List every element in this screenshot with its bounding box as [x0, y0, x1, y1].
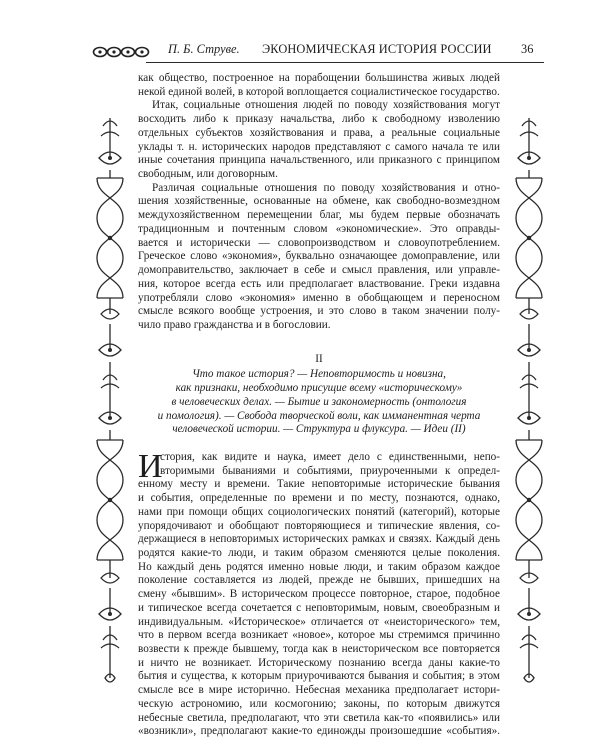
- text-line: ческую астрономию, или космогонию; законы, по которым движутся: [138, 697, 500, 710]
- synopsis-line: Что такое история? — Неповторимость и новизна,: [192, 368, 446, 381]
- text-line: Но каждый день родятся именно новые люди, и таким образом каждое: [138, 560, 500, 573]
- synopsis-line: и помология). — Свобода творческой воли, как имманентная черта: [157, 409, 481, 422]
- section-text: [138, 447, 500, 739]
- text-line: упорядочивают и обобщают повторяющиеся и типические явления, со-: [138, 519, 500, 532]
- text-line: смысле всякого вообще устроения, и это слово в таком значении полу-: [138, 305, 500, 318]
- text-line: смысле все в мире исторично. Небесная механика предполагает истори-: [138, 684, 500, 697]
- left-decorative-border-icon: [93, 118, 127, 708]
- paragraph-3: [138, 182, 500, 333]
- text-line: небесные светила, предполагают, что эти светила как-то «появились» или: [138, 711, 500, 724]
- right-decorative-border-icon: [512, 118, 546, 708]
- text-line: употребляли слово «экономия» именно в обобщающем и переносном: [138, 291, 500, 304]
- text-line: междухозяйственном перемещении благ, мы будем первые обозначать: [138, 209, 500, 222]
- text-line: енному месту и времени. Такие неповторимые исторические бывания: [138, 478, 500, 491]
- section-numeral: II: [315, 352, 323, 365]
- text-body: [138, 72, 500, 739]
- text-line: чило право гражданства и в богословии.: [138, 318, 331, 331]
- text-line: бытия и существа, к которым приурочиваются бывания и события; в этом: [138, 670, 500, 683]
- synopsis-line: в человеческих делах. — Бытие и закономерность (онтология: [171, 395, 467, 408]
- text-line: держащиеся в неповторимых исторических рамках и связях. Каждый день: [138, 533, 500, 546]
- text-line: шения хозяйственные, основанные на обмене, как свободно-возмездном: [138, 195, 500, 208]
- running-head-author: П. Б. Струве.: [168, 42, 240, 56]
- drop-cap: И: [138, 447, 163, 485]
- chain-ornament-icon: [92, 44, 162, 60]
- running-head-title: ЭКОНОМИЧЕСКАЯ ИСТОРИЯ РОССИИ: [262, 42, 492, 56]
- text-line: поколение составляется из людей, прежде не бывших, пришедших на: [138, 574, 500, 587]
- text-line: некой единой волей, в которой воплощается социалистическое государство.: [138, 85, 500, 98]
- synopsis-line: как признаки, необходимо присущие всему «историческому»: [175, 382, 463, 395]
- text-line: уклады т. н. исторических народов представляют с самого начала те или: [138, 140, 500, 153]
- text-line: индивидуальным. «Историческое» отличается от «неисторического» тем,: [138, 615, 500, 628]
- header-rule: [146, 62, 544, 63]
- text-line: вается и исторически — словопроизводством и словоупотреблением.: [138, 236, 500, 249]
- text-line: «возникли», предполагают какие-то единожды произошедшие «события».: [138, 725, 500, 738]
- paragraph-1: [138, 72, 500, 99]
- text-line: Греческое слово «экономия», буквально означающее домоправление, или: [138, 250, 500, 263]
- text-line: свободным, или договорным.: [138, 168, 278, 181]
- text-line: и ничто не возникает. Историческому познанию всегда даны какие-то: [138, 656, 500, 669]
- page-number: 36: [521, 42, 534, 56]
- text-line: стория, как видите и наука, имеет дело с единственными, непо-: [160, 450, 500, 463]
- text-line: иные сочетания принципа начальственного, или приказного с принципом: [138, 154, 500, 167]
- text-line: ния, которое всегда есть или предполагает властвование. Греки издавна: [138, 277, 500, 290]
- text-line: и типическое всегда сочетается с неповторимым, новым, своеобразным и: [138, 601, 500, 614]
- text-line: отдельных субъектов хозяйствования и права, а реальные социальные: [138, 126, 500, 139]
- synopsis-line: человеческой истории. — Структура и флуксура. — Идеи (II): [172, 423, 466, 436]
- text-line: возвести к прежде бывшему, тогда как в неисторическом все повторяется: [138, 643, 500, 656]
- text-line: что в первом всегда возникает «новое», которое мы стремимся причинно: [138, 629, 500, 642]
- text-line: домоправительство, заключает в себе и смысл правления, или управле-: [138, 264, 500, 277]
- text-line: как общество, построенное на порабощении большинства живых людей: [138, 72, 500, 84]
- text-line: Итак, социальные отношения людей по поводу хозяйствования могут: [152, 99, 500, 112]
- text-line: восходить либо к приказу начальства, либо к свободному изволению: [138, 113, 500, 126]
- paragraph-2: [138, 99, 500, 181]
- text-line: вторимыми бываниями и событиями, приуроченными к определ-: [160, 464, 500, 477]
- section-synopsis: [138, 368, 500, 437]
- text-line: и события, определенные по времени и по месту, познаются, однако,: [138, 492, 500, 505]
- text-line: традиционным и почтенным словом «экономические». Это оправды-: [138, 222, 500, 235]
- text-line: смену «бывшим». В историческом процессе повторное, старое, подобное: [138, 588, 500, 601]
- text-line: Различая социальные отношения по поводу хозяйствования и отно-: [152, 181, 500, 194]
- text-line: родятся какие-то люди, и таким образом сменяются целые поколения.: [138, 547, 500, 559]
- text-line: нами при помощи общих социологических понятий (категорий), которые: [138, 505, 500, 518]
